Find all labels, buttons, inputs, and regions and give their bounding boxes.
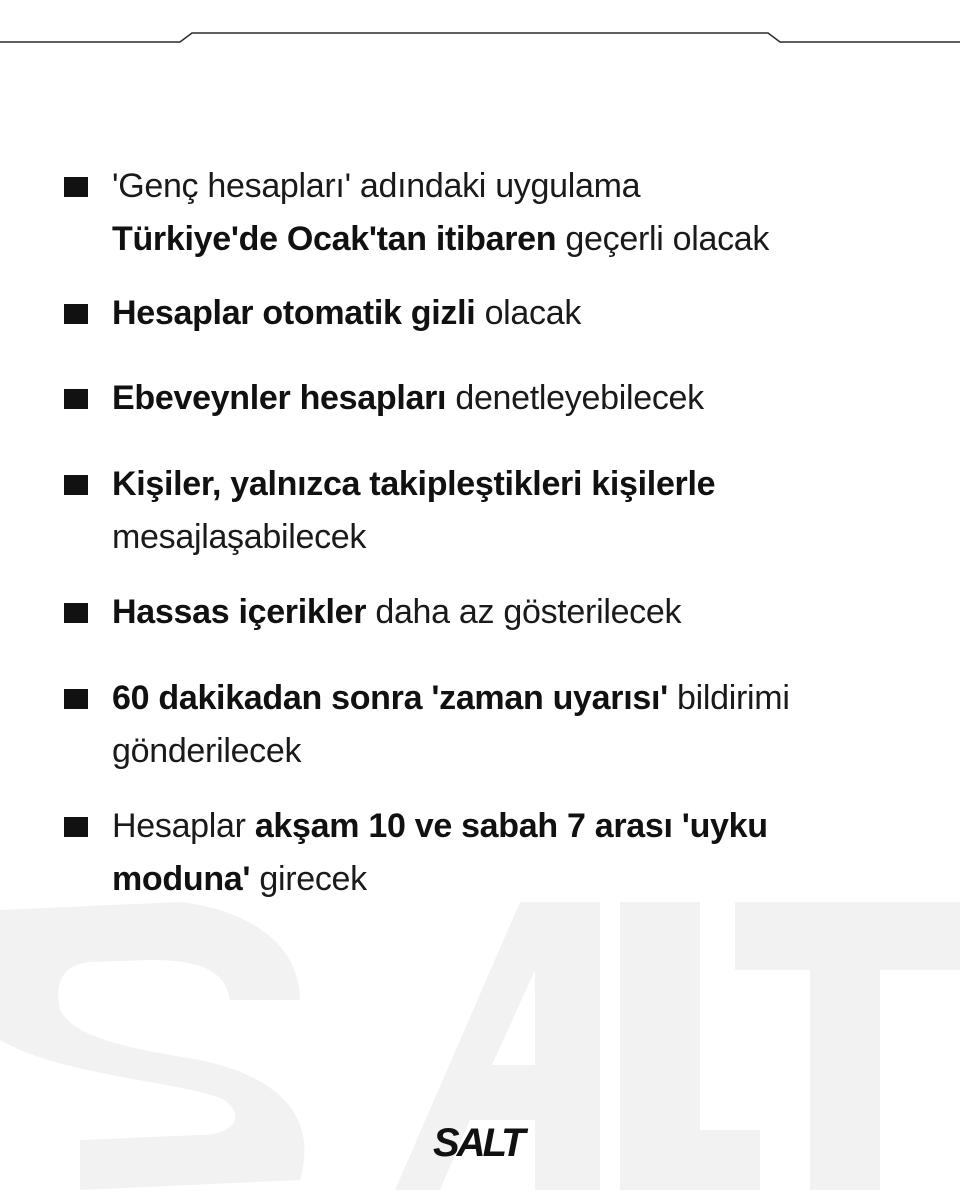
list-item-text xyxy=(112,800,768,906)
text-run: mesajlaşabilecek xyxy=(112,518,367,556)
bold-text-run: Kişiler, yalnızca takipleştikleri kişilerle xyxy=(112,465,716,503)
bold-text-run: Hassas içerikler xyxy=(112,593,367,631)
list-item xyxy=(64,672,924,778)
salt-logo xyxy=(429,1118,529,1164)
list-item-text xyxy=(112,287,581,340)
bullet-square-icon xyxy=(64,689,88,709)
text-run: olacak xyxy=(475,294,582,332)
list-item xyxy=(64,287,924,340)
bold-text-run: akşam 10 ve sabah 7 arası 'uyku xyxy=(254,807,768,845)
bold-text-run: Hesaplar otomatik gizli xyxy=(112,294,476,332)
top-frame-decoration xyxy=(0,0,960,60)
bullet-square-icon xyxy=(64,304,88,324)
list-item-text xyxy=(112,458,715,564)
list-item xyxy=(64,800,924,906)
bold-text-run: Türkiye'de Ocak'tan itibaren xyxy=(112,220,557,258)
text-run: geçerli olacak xyxy=(556,220,770,258)
list-item-text xyxy=(112,672,790,778)
logo-text: SALT xyxy=(433,1121,523,1164)
text-run: bildirimi xyxy=(667,679,790,717)
bullet-square-icon xyxy=(64,603,88,623)
text-run: Hesaplar xyxy=(112,807,255,845)
list-item-text xyxy=(112,586,681,639)
text-run: 'Genç hesapları' adındaki uygulama xyxy=(112,167,641,205)
list-item-text xyxy=(112,372,704,425)
bullet-square-icon xyxy=(64,817,88,837)
text-run: daha az gösterilecek xyxy=(366,593,682,631)
text-run: gönderilecek xyxy=(112,732,302,770)
list-item xyxy=(64,160,924,266)
list-item-text xyxy=(112,160,769,266)
bold-text-run: Ebeveynler hesapları xyxy=(112,379,447,417)
bullet-square-icon xyxy=(64,389,88,409)
bullet-square-icon xyxy=(64,177,88,197)
bold-text-run: moduna' xyxy=(112,860,251,898)
text-run: girecek xyxy=(250,860,367,898)
bullet-square-icon xyxy=(64,475,88,495)
list-item xyxy=(64,458,924,564)
text-run: denetleyebilecek xyxy=(446,379,704,417)
list-item xyxy=(64,586,924,639)
list-item xyxy=(64,372,924,425)
bold-text-run: 60 dakikadan sonra 'zaman uyarısı' xyxy=(112,679,668,717)
